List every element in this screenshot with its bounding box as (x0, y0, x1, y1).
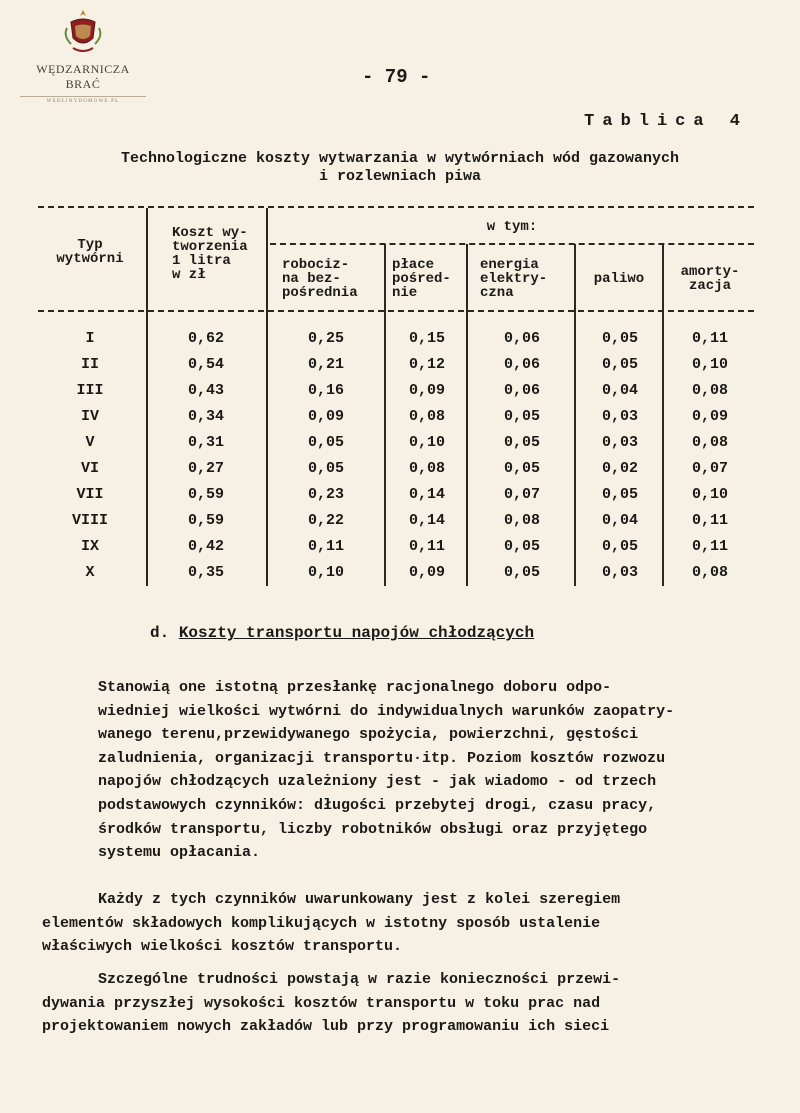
header-typ-line: Typ (77, 237, 103, 253)
column-divider (384, 244, 386, 586)
paragraph-line: systemu opłacania. (98, 844, 261, 862)
cell-amortyzacja: 0,08 (691, 382, 728, 399)
cell-amortyzacja: 0,08 (691, 434, 728, 451)
paragraph-line: zaludnienia, organizacji transportu·itp. Poziom kosztów rozwozu (98, 749, 666, 767)
header-place-line: płace (392, 257, 435, 273)
cell-amortyzacja: 0,10 (691, 486, 728, 503)
cell-place: 0,10 (408, 434, 445, 451)
cell-place: 0,14 (408, 486, 445, 503)
table-title-line-2: i rozlewniach piwa (318, 168, 482, 185)
header-place (392, 258, 451, 300)
cell-koszt: 0,43 (187, 382, 224, 399)
crest-icon (61, 8, 105, 56)
cell-paliwo: 0,02 (601, 460, 638, 477)
header-koszt-line: w zł (172, 267, 206, 283)
paragraph-line: Szczególne trudności powstają w razie konieczności przewi- (98, 971, 621, 988)
paragraph-line: podstawowych czynników: długości przebytej drogi, czasu pracy, (98, 796, 657, 814)
paragraph-line: Każdy z tych czynników uwarunkowany jest z kolei szeregiem (98, 891, 621, 908)
cell-robocizna: 0,22 (307, 512, 344, 529)
section-heading (150, 624, 534, 642)
column-divider (662, 244, 664, 586)
header-robocizna (282, 258, 358, 300)
cell-paliwo: 0,04 (601, 382, 638, 399)
header-energia (480, 258, 547, 300)
cell-paliwo: 0,04 (601, 512, 638, 529)
cell-place: 0,09 (408, 564, 445, 581)
cell-place: 0,15 (408, 330, 445, 347)
paragraph-line: właściwych wielkości kosztów transportu. (42, 938, 403, 956)
cell-amortyzacja: 0,07 (691, 460, 728, 477)
table-title-line-1: Technologiczne koszty wytwarzania w wytwórniach wód gazowanych (120, 150, 680, 167)
cell-amortyzacja: 0,09 (691, 408, 728, 425)
cell-energia: 0,07 (503, 486, 540, 503)
cell-energia: 0,05 (503, 408, 540, 425)
cell-paliwo: 0,05 (601, 356, 638, 373)
header-koszt (172, 226, 248, 282)
cell-place: 0,12 (408, 356, 445, 373)
cell-koszt: 0,42 (187, 538, 224, 555)
cell-koszt: 0,31 (187, 434, 224, 451)
header-place-line: nie (392, 285, 418, 301)
cell-robocizna: 0,05 (307, 460, 344, 477)
cell-paliwo: 0,05 (601, 486, 638, 503)
cell-typ: III (76, 382, 104, 399)
cell-robocizna: 0,10 (307, 564, 344, 581)
cell-robocizna: 0,05 (307, 434, 344, 451)
cell-place: 0,08 (408, 408, 445, 425)
cell-place: 0,14 (408, 512, 445, 529)
cell-robocizna: 0,16 (307, 382, 344, 399)
cell-koszt: 0,62 (187, 330, 224, 347)
cell-typ: II (80, 356, 99, 373)
cell-energia: 0,06 (503, 382, 540, 399)
cell-koszt: 0,59 (187, 486, 224, 503)
cell-energia: 0,05 (503, 538, 540, 555)
header-koszt-line: 1 litra (172, 253, 231, 269)
logo-divider (20, 96, 146, 97)
column-divider (266, 208, 268, 586)
header-amortyzacja-line: zacja (688, 278, 731, 294)
cell-place: 0,09 (408, 382, 445, 399)
cell-koszt: 0,34 (187, 408, 224, 425)
header-w-tym: w tym: (486, 219, 538, 235)
cell-paliwo: 0,05 (601, 538, 638, 555)
logo (18, 8, 148, 104)
cell-paliwo: 0,05 (601, 330, 638, 347)
cell-robocizna: 0,21 (307, 356, 344, 373)
table-label: Tablica 4 (584, 112, 748, 131)
cell-energia: 0,05 (503, 434, 540, 451)
cell-paliwo: 0,03 (601, 564, 638, 581)
column-divider (146, 208, 148, 586)
cell-typ: VIII (71, 512, 108, 529)
paragraph-3 (42, 968, 758, 1039)
paragraph-1 (42, 676, 758, 865)
cell-energia: 0,08 (503, 512, 540, 529)
table-title (40, 150, 760, 186)
paragraph-line: dywania przyszłej wysokości kosztów transportu w toku prac nad (42, 994, 601, 1012)
cell-koszt: 0,54 (187, 356, 224, 373)
cell-place: 0,08 (408, 460, 445, 477)
header-koszt-line: tworzenia (172, 239, 248, 255)
logo-url: WEDLINYDOMOWE.PL (46, 99, 120, 104)
section-letter: d. (150, 624, 170, 642)
cell-typ: V (85, 434, 95, 451)
header-paliwo: paliwo (593, 271, 645, 287)
cell-paliwo: 0,03 (601, 434, 638, 451)
cell-koszt: 0,35 (187, 564, 224, 581)
cell-typ: VI (80, 460, 99, 477)
cell-typ: IV (80, 408, 99, 425)
column-divider (466, 244, 468, 586)
cell-robocizna: 0,25 (307, 330, 344, 347)
paragraph-line: wanego terenu,przewidywanego spożycia, powierzchni, gęstości (98, 726, 639, 744)
logo-name: WĘDZARNICZA BRAĆ (36, 62, 130, 91)
cell-koszt: 0,27 (187, 460, 224, 477)
subheader-rule (270, 243, 754, 245)
cell-energia: 0,06 (503, 330, 540, 347)
header-robocizna-line: robociz- (282, 257, 350, 273)
cell-robocizna: 0,23 (307, 486, 344, 503)
cell-typ: VII (76, 486, 104, 503)
header-amortyzacja (666, 265, 754, 293)
header-energia-line: energia (480, 257, 539, 273)
header-place-line: pośred- (392, 271, 451, 287)
column-divider (574, 244, 576, 586)
cell-energia: 0,05 (503, 564, 540, 581)
paragraph-line: środków transportu, liczby robotników obsługi oraz przyjętego (98, 820, 648, 838)
header-koszt-line: Koszt wy- (172, 225, 248, 241)
cell-typ: I (85, 330, 95, 347)
cell-amortyzacja: 0,11 (691, 330, 728, 347)
paragraph-2 (42, 888, 758, 959)
header-robocizna-line: pośrednia (282, 285, 358, 301)
cell-place: 0,11 (408, 538, 445, 555)
header-amortyzacja-line: amorty- (680, 264, 740, 280)
cell-amortyzacja: 0,08 (691, 564, 728, 581)
paragraph-line: projektowaniem nowych zakładów lub przy programowaniu ich sieci (42, 1018, 610, 1036)
cell-amortyzacja: 0,11 (691, 538, 728, 555)
header-robocizna-line: na bez- (282, 271, 341, 287)
paragraph-line: Stanowią one istotną przesłankę racjonalnego doboru odpo- (98, 679, 612, 696)
cell-energia: 0,05 (503, 460, 540, 477)
paragraph-line: elementów składowych komplikujących w istotny sposób ustalenie (42, 914, 601, 932)
cell-koszt: 0,59 (187, 512, 224, 529)
cell-amortyzacja: 0,10 (691, 356, 728, 373)
header-energia-line: czna (480, 285, 514, 301)
header-energia-line: elektry- (480, 271, 548, 287)
cell-robocizna: 0,11 (307, 538, 344, 555)
cell-amortyzacja: 0,11 (691, 512, 728, 529)
section-title: Koszty transportu napojów chłodzących (178, 624, 535, 642)
page-number: - 79 - (362, 66, 431, 88)
cell-typ: X (85, 564, 95, 581)
paragraph-line: napojów chłodzących uzależniony jest - jak wiadomo - od trzech (98, 773, 657, 791)
header-typ (38, 238, 142, 266)
cell-energia: 0,06 (503, 356, 540, 373)
header-typ-line: wytwórni (56, 251, 124, 267)
cell-typ: IX (80, 538, 99, 555)
cell-paliwo: 0,03 (601, 408, 638, 425)
cell-robocizna: 0,09 (307, 408, 344, 425)
paragraph-line: wiedniej wielkości wytwórni do indywidualnych warunków zaopatry- (98, 702, 675, 720)
